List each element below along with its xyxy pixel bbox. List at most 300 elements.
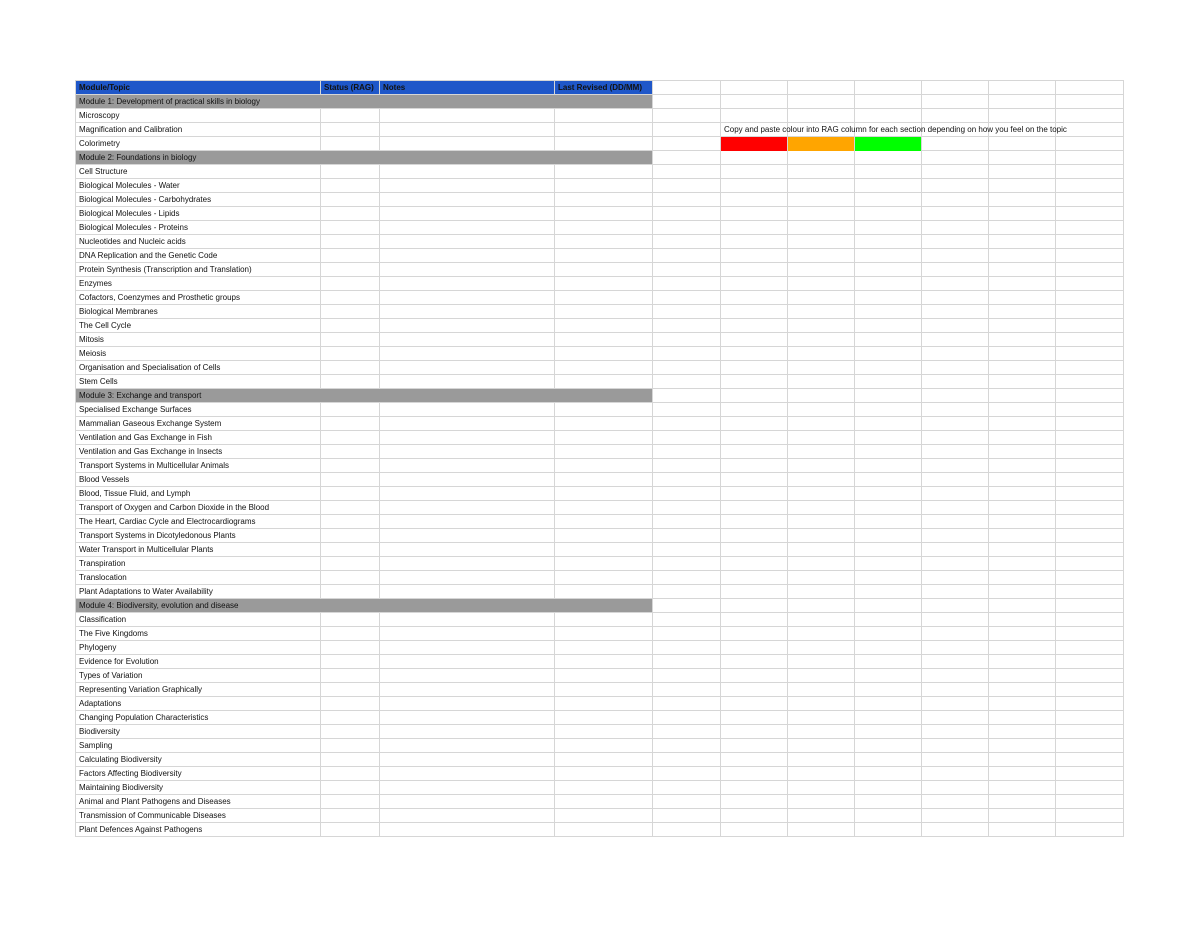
empty-cell[interactable] (855, 543, 922, 557)
empty-cell[interactable] (989, 543, 1056, 557)
empty-cell[interactable] (922, 515, 989, 529)
empty-cell[interactable] (1056, 221, 1124, 235)
empty-cell[interactable] (1056, 557, 1124, 571)
empty-cell[interactable] (653, 683, 721, 697)
empty-cell[interactable] (989, 753, 1056, 767)
empty-cell[interactable] (855, 655, 922, 669)
empty-cell[interactable] (653, 123, 721, 137)
empty-cell[interactable] (989, 179, 1056, 193)
empty-cell[interactable] (788, 109, 855, 123)
notes-cell[interactable] (380, 165, 555, 179)
topic-cell[interactable]: Water Transport in Multicellular Plants (76, 543, 321, 557)
empty-cell[interactable] (721, 389, 788, 403)
empty-cell[interactable] (989, 263, 1056, 277)
empty-cell[interactable] (922, 95, 989, 109)
empty-cell[interactable] (922, 557, 989, 571)
status-cell[interactable] (321, 179, 380, 193)
empty-cell[interactable] (1056, 165, 1124, 179)
empty-cell[interactable] (653, 487, 721, 501)
notes-cell[interactable] (380, 375, 555, 389)
empty-cell[interactable] (788, 151, 855, 165)
empty-cell[interactable] (653, 333, 721, 347)
empty-cell[interactable] (788, 291, 855, 305)
empty-cell[interactable] (788, 319, 855, 333)
empty-cell[interactable] (788, 823, 855, 837)
notes-cell[interactable] (380, 529, 555, 543)
reviewed-cell[interactable] (555, 445, 653, 459)
empty-cell[interactable] (855, 473, 922, 487)
empty-cell[interactable] (1056, 137, 1124, 151)
status-cell[interactable] (321, 753, 380, 767)
empty-cell[interactable] (721, 809, 788, 823)
empty-cell[interactable] (855, 599, 922, 613)
empty-cell[interactable] (855, 95, 922, 109)
notes-cell[interactable] (380, 697, 555, 711)
empty-cell[interactable] (855, 823, 922, 837)
reviewed-cell[interactable] (555, 809, 653, 823)
topic-cell[interactable]: Transmission of Communicable Diseases (76, 809, 321, 823)
empty-cell[interactable] (721, 417, 788, 431)
empty-cell[interactable] (653, 81, 721, 95)
empty-cell[interactable] (989, 795, 1056, 809)
empty-cell[interactable] (1056, 179, 1124, 193)
status-cell[interactable] (321, 501, 380, 515)
empty-cell[interactable] (989, 627, 1056, 641)
topic-cell[interactable]: Nucleotides and Nucleic acids (76, 235, 321, 249)
reviewed-cell[interactable] (555, 123, 653, 137)
empty-cell[interactable] (989, 417, 1056, 431)
empty-cell[interactable] (989, 361, 1056, 375)
topic-cell[interactable]: The Heart, Cardiac Cycle and Electrocardiograms (76, 515, 321, 529)
reviewed-cell[interactable] (555, 571, 653, 585)
empty-cell[interactable] (922, 151, 989, 165)
empty-cell[interactable] (788, 81, 855, 95)
empty-cell[interactable] (721, 221, 788, 235)
empty-cell[interactable] (721, 725, 788, 739)
empty-cell[interactable] (989, 207, 1056, 221)
status-cell[interactable] (321, 277, 380, 291)
empty-cell[interactable] (788, 655, 855, 669)
empty-cell[interactable] (922, 319, 989, 333)
empty-cell[interactable] (653, 781, 721, 795)
topic-cell[interactable]: Colorimetry (76, 137, 321, 151)
empty-cell[interactable] (989, 473, 1056, 487)
notes-cell[interactable] (380, 403, 555, 417)
empty-cell[interactable] (855, 81, 922, 95)
empty-cell[interactable] (653, 809, 721, 823)
empty-cell[interactable] (721, 319, 788, 333)
topic-cell[interactable]: Cell Structure (76, 165, 321, 179)
empty-cell[interactable] (788, 361, 855, 375)
empty-cell[interactable] (788, 809, 855, 823)
empty-cell[interactable] (1056, 445, 1124, 459)
status-cell[interactable] (321, 781, 380, 795)
topic-cell[interactable]: Biodiversity (76, 725, 321, 739)
empty-cell[interactable] (1056, 403, 1124, 417)
status-cell[interactable] (321, 795, 380, 809)
empty-cell[interactable] (855, 781, 922, 795)
empty-cell[interactable] (653, 697, 721, 711)
empty-cell[interactable] (721, 291, 788, 305)
empty-cell[interactable] (855, 389, 922, 403)
status-cell[interactable] (321, 431, 380, 445)
empty-cell[interactable] (788, 263, 855, 277)
notes-cell[interactable] (380, 627, 555, 641)
empty-cell[interactable] (1056, 795, 1124, 809)
reviewed-cell[interactable] (555, 781, 653, 795)
empty-cell[interactable] (1056, 697, 1124, 711)
empty-cell[interactable] (855, 347, 922, 361)
empty-cell[interactable] (1056, 613, 1124, 627)
empty-cell[interactable] (653, 403, 721, 417)
status-cell[interactable] (321, 123, 380, 137)
empty-cell[interactable] (721, 767, 788, 781)
reviewed-cell[interactable] (555, 585, 653, 599)
empty-cell[interactable] (721, 655, 788, 669)
empty-cell[interactable] (788, 795, 855, 809)
reviewed-cell[interactable] (555, 207, 653, 221)
notes-cell[interactable] (380, 179, 555, 193)
empty-cell[interactable] (721, 473, 788, 487)
empty-cell[interactable] (989, 193, 1056, 207)
empty-cell[interactable] (721, 193, 788, 207)
status-cell[interactable] (321, 725, 380, 739)
empty-cell[interactable] (1056, 431, 1124, 445)
empty-cell[interactable] (788, 277, 855, 291)
empty-cell[interactable] (989, 95, 1056, 109)
empty-cell[interactable] (855, 669, 922, 683)
topic-cell[interactable]: Calculating Biodiversity (76, 753, 321, 767)
empty-cell[interactable] (922, 389, 989, 403)
empty-cell[interactable] (653, 739, 721, 753)
empty-cell[interactable] (653, 711, 721, 725)
empty-cell[interactable] (788, 501, 855, 515)
reviewed-cell[interactable] (555, 613, 653, 627)
empty-cell[interactable] (653, 291, 721, 305)
reviewed-cell[interactable] (555, 277, 653, 291)
empty-cell[interactable] (788, 165, 855, 179)
empty-cell[interactable] (788, 557, 855, 571)
empty-cell[interactable] (1056, 725, 1124, 739)
topic-cell[interactable]: Sampling (76, 739, 321, 753)
empty-cell[interactable] (653, 725, 721, 739)
empty-cell[interactable] (653, 557, 721, 571)
reviewed-cell[interactable] (555, 333, 653, 347)
reviewed-cell[interactable] (555, 291, 653, 305)
empty-cell[interactable] (653, 179, 721, 193)
empty-cell[interactable] (922, 585, 989, 599)
empty-cell[interactable] (922, 417, 989, 431)
empty-cell[interactable] (989, 683, 1056, 697)
empty-cell[interactable] (855, 361, 922, 375)
empty-cell[interactable] (721, 179, 788, 193)
empty-cell[interactable] (855, 193, 922, 207)
empty-cell[interactable] (1056, 333, 1124, 347)
empty-cell[interactable] (721, 263, 788, 277)
empty-cell[interactable] (788, 627, 855, 641)
topic-cell[interactable]: Magnification and Calibration (76, 123, 321, 137)
empty-cell[interactable] (1056, 739, 1124, 753)
status-cell[interactable] (321, 221, 380, 235)
empty-cell[interactable] (922, 613, 989, 627)
empty-cell[interactable] (922, 193, 989, 207)
status-cell[interactable] (321, 809, 380, 823)
empty-cell[interactable] (721, 235, 788, 249)
empty-cell[interactable] (653, 221, 721, 235)
empty-cell[interactable] (989, 165, 1056, 179)
empty-cell[interactable] (1056, 151, 1124, 165)
empty-cell[interactable] (653, 347, 721, 361)
empty-cell[interactable] (989, 487, 1056, 501)
header-status[interactable]: Status (RAG) (321, 81, 380, 95)
empty-cell[interactable] (653, 613, 721, 627)
empty-cell[interactable] (922, 599, 989, 613)
topic-cell[interactable]: Animal and Plant Pathogens and Diseases (76, 795, 321, 809)
empty-cell[interactable] (788, 585, 855, 599)
status-cell[interactable] (321, 459, 380, 473)
empty-cell[interactable] (922, 767, 989, 781)
notes-cell[interactable] (380, 277, 555, 291)
empty-cell[interactable] (922, 501, 989, 515)
notes-cell[interactable] (380, 711, 555, 725)
status-cell[interactable] (321, 193, 380, 207)
reviewed-cell[interactable] (555, 501, 653, 515)
notes-cell[interactable] (380, 725, 555, 739)
empty-cell[interactable] (855, 487, 922, 501)
status-cell[interactable] (321, 655, 380, 669)
empty-cell[interactable] (922, 683, 989, 697)
empty-cell[interactable] (1056, 641, 1124, 655)
empty-cell[interactable] (1056, 823, 1124, 837)
status-cell[interactable] (321, 207, 380, 221)
empty-cell[interactable] (989, 725, 1056, 739)
empty-cell[interactable] (989, 501, 1056, 515)
status-cell[interactable] (321, 137, 380, 151)
empty-cell[interactable] (989, 697, 1056, 711)
notes-cell[interactable] (380, 557, 555, 571)
notes-cell[interactable] (380, 193, 555, 207)
empty-cell[interactable] (989, 669, 1056, 683)
empty-cell[interactable] (922, 753, 989, 767)
empty-cell[interactable] (788, 389, 855, 403)
empty-cell[interactable] (989, 249, 1056, 263)
empty-cell[interactable] (788, 417, 855, 431)
empty-cell[interactable] (989, 767, 1056, 781)
empty-cell[interactable] (1056, 669, 1124, 683)
status-cell[interactable] (321, 375, 380, 389)
notes-cell[interactable] (380, 613, 555, 627)
topic-cell[interactable]: Classification (76, 613, 321, 627)
empty-cell[interactable] (989, 221, 1056, 235)
reviewed-cell[interactable] (555, 417, 653, 431)
empty-cell[interactable] (922, 739, 989, 753)
empty-cell[interactable] (653, 137, 721, 151)
status-cell[interactable] (321, 347, 380, 361)
empty-cell[interactable] (855, 207, 922, 221)
empty-cell[interactable] (855, 179, 922, 193)
empty-cell[interactable] (922, 669, 989, 683)
empty-cell[interactable] (1056, 375, 1124, 389)
empty-cell[interactable] (653, 571, 721, 585)
empty-cell[interactable] (922, 543, 989, 557)
notes-cell[interactable] (380, 263, 555, 277)
topic-cell[interactable]: Microscopy (76, 109, 321, 123)
reviewed-cell[interactable] (555, 109, 653, 123)
empty-cell[interactable] (721, 431, 788, 445)
reviewed-cell[interactable] (555, 487, 653, 501)
topic-cell[interactable]: Protein Synthesis (Transcription and Translation) (76, 263, 321, 277)
empty-cell[interactable] (922, 809, 989, 823)
empty-cell[interactable] (922, 361, 989, 375)
empty-cell[interactable] (721, 669, 788, 683)
empty-cell[interactable] (1056, 501, 1124, 515)
status-cell[interactable] (321, 515, 380, 529)
reviewed-cell[interactable] (555, 179, 653, 193)
empty-cell[interactable] (922, 249, 989, 263)
empty-cell[interactable] (989, 655, 1056, 669)
empty-cell[interactable] (721, 375, 788, 389)
empty-cell[interactable] (721, 333, 788, 347)
empty-cell[interactable] (788, 305, 855, 319)
status-cell[interactable] (321, 823, 380, 837)
empty-cell[interactable] (855, 767, 922, 781)
status-cell[interactable] (321, 585, 380, 599)
empty-cell[interactable] (788, 375, 855, 389)
empty-cell[interactable] (922, 487, 989, 501)
empty-cell[interactable] (922, 109, 989, 123)
empty-cell[interactable] (788, 403, 855, 417)
notes-cell[interactable] (380, 207, 555, 221)
empty-cell[interactable] (989, 291, 1056, 305)
empty-cell[interactable] (653, 263, 721, 277)
empty-cell[interactable] (989, 557, 1056, 571)
empty-cell[interactable] (1056, 277, 1124, 291)
reviewed-cell[interactable] (555, 641, 653, 655)
reviewed-cell[interactable] (555, 515, 653, 529)
empty-cell[interactable] (788, 669, 855, 683)
topic-cell[interactable]: Types of Variation (76, 669, 321, 683)
empty-cell[interactable] (1056, 193, 1124, 207)
notes-cell[interactable] (380, 487, 555, 501)
empty-cell[interactable] (922, 711, 989, 725)
empty-cell[interactable] (989, 515, 1056, 529)
empty-cell[interactable] (855, 109, 922, 123)
empty-cell[interactable] (788, 599, 855, 613)
status-cell[interactable] (321, 613, 380, 627)
empty-cell[interactable] (855, 613, 922, 627)
topic-cell[interactable]: Enzymes (76, 277, 321, 291)
empty-cell[interactable] (1056, 417, 1124, 431)
empty-cell[interactable] (855, 277, 922, 291)
empty-cell[interactable] (653, 767, 721, 781)
notes-cell[interactable] (380, 361, 555, 375)
notes-cell[interactable] (380, 823, 555, 837)
notes-cell[interactable] (380, 109, 555, 123)
empty-cell[interactable] (653, 529, 721, 543)
empty-cell[interactable] (989, 459, 1056, 473)
topic-cell[interactable]: Translocation (76, 571, 321, 585)
empty-cell[interactable] (855, 627, 922, 641)
empty-cell[interactable] (922, 165, 989, 179)
reviewed-cell[interactable] (555, 543, 653, 557)
empty-cell[interactable] (989, 389, 1056, 403)
topic-cell[interactable]: Phylogeny (76, 641, 321, 655)
empty-cell[interactable] (788, 445, 855, 459)
empty-cell[interactable] (855, 417, 922, 431)
empty-cell[interactable] (855, 151, 922, 165)
status-cell[interactable] (321, 697, 380, 711)
empty-cell[interactable] (1056, 487, 1124, 501)
topic-cell[interactable]: Meiosis (76, 347, 321, 361)
empty-cell[interactable] (1056, 305, 1124, 319)
empty-cell[interactable] (788, 753, 855, 767)
status-cell[interactable] (321, 739, 380, 753)
empty-cell[interactable] (989, 571, 1056, 585)
notes-cell[interactable] (380, 753, 555, 767)
empty-cell[interactable] (855, 501, 922, 515)
empty-cell[interactable] (721, 109, 788, 123)
header-topic[interactable]: Module/Topic (76, 81, 321, 95)
empty-cell[interactable] (788, 711, 855, 725)
reviewed-cell[interactable] (555, 795, 653, 809)
notes-cell[interactable] (380, 319, 555, 333)
reviewed-cell[interactable] (555, 459, 653, 473)
empty-cell[interactable] (788, 781, 855, 795)
reviewed-cell[interactable] (555, 655, 653, 669)
reviewed-cell[interactable] (555, 627, 653, 641)
empty-cell[interactable] (922, 291, 989, 305)
notes-cell[interactable] (380, 585, 555, 599)
empty-cell[interactable] (721, 165, 788, 179)
empty-cell[interactable] (721, 627, 788, 641)
empty-cell[interactable] (788, 333, 855, 347)
notes-cell[interactable] (380, 431, 555, 445)
empty-cell[interactable] (922, 305, 989, 319)
empty-cell[interactable] (989, 319, 1056, 333)
empty-cell[interactable] (855, 571, 922, 585)
empty-cell[interactable] (653, 599, 721, 613)
notes-cell[interactable] (380, 543, 555, 557)
notes-cell[interactable] (380, 459, 555, 473)
header-notes[interactable]: Notes (380, 81, 555, 95)
topic-cell[interactable]: Mitosis (76, 333, 321, 347)
reviewed-cell[interactable] (555, 431, 653, 445)
empty-cell[interactable] (653, 501, 721, 515)
topic-cell[interactable]: Biological Molecules - Carbohydrates (76, 193, 321, 207)
empty-cell[interactable] (855, 641, 922, 655)
topic-cell[interactable]: Blood Vessels (76, 473, 321, 487)
notes-cell[interactable] (380, 221, 555, 235)
empty-cell[interactable] (788, 571, 855, 585)
status-cell[interactable] (321, 543, 380, 557)
status-cell[interactable] (321, 557, 380, 571)
empty-cell[interactable] (721, 529, 788, 543)
empty-cell[interactable] (653, 375, 721, 389)
empty-cell[interactable] (922, 347, 989, 361)
status-cell[interactable] (321, 333, 380, 347)
notes-cell[interactable] (380, 809, 555, 823)
empty-cell[interactable] (1056, 361, 1124, 375)
empty-cell[interactable] (1056, 753, 1124, 767)
empty-cell[interactable] (721, 249, 788, 263)
empty-cell[interactable] (989, 739, 1056, 753)
empty-cell[interactable] (855, 459, 922, 473)
empty-cell[interactable] (653, 795, 721, 809)
empty-cell[interactable] (855, 515, 922, 529)
reviewed-cell[interactable] (555, 711, 653, 725)
status-cell[interactable] (321, 767, 380, 781)
status-cell[interactable] (321, 487, 380, 501)
